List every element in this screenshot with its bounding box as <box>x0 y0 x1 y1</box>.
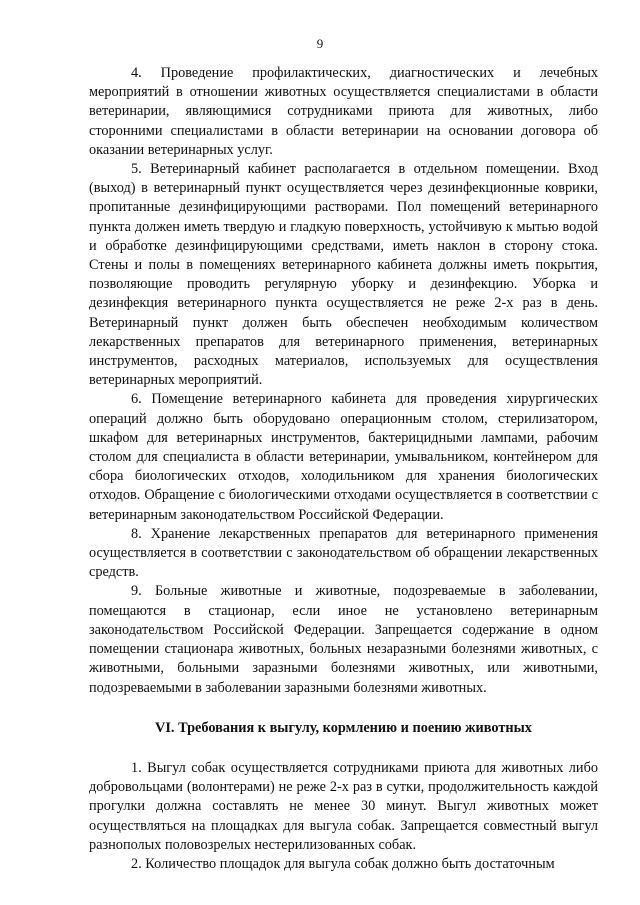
paragraph-6: 6. Помещение ветеринарного кабинета для проведения хирургических операций должно быть оборудовано операционным столом, стерилизатором, шкафом для ветеринарных инструментов, бактерицидными лампами, рабочим столом для специалиста в области ветеринарии, умывальником, контейнером для сбора биологических отходов, холодильником для хранения биологических отходов. Обращение с биологическими отходами осуществляется в соответствии с ветеринарным законодательством Российской Федерации. <box>89 391 598 523</box>
paragraph-4: 4. Проведение профилактических, диагностических и лечебных мероприятий в отношении животных осуществляется специалистами в области ветеринарии, являющимися сотрудниками приюта для животных, либо сторонними специалистами в области ветеринарии на основании договора об оказании ветеринарных услуг. <box>89 65 598 158</box>
section-paragraph-2: 2. Количество площадок для выгула собак должно быть достаточным <box>131 855 555 872</box>
paragraph-9: 9. Больные животные и животные, подозреваемые в заболевании, помещаются в стационар, если иное не установлено ветеринарным законодательством Российской Федерации. Запрещается содержание в одном помещении стационара животных, больных незаразными болезнями животных, с животными, больными заразными болезнями животных, или животными, подозреваемыми в заболевании заразными болезнями животных. <box>89 583 598 696</box>
document-body <box>89 64 598 874</box>
section-paragraph-1: 1. Выгул собак осуществляется сотрудниками приюта для животных либо добровольцами (волонтерами) не реже 2-х раз в сутки, продолжительность каждой прогулки должна составлять не менее 30 минут. Выгул животных может осуществляться на площадках для выгула собак. Запрещается совместный выгул разнополых половозрелых нестерилизованных собак. <box>89 759 598 853</box>
paragraph-8: 8. Хранение лекарственных препаратов для ветеринарного применения осуществляется в соответствии с законодательством об обращении лекарственных средств. <box>89 525 598 581</box>
section-heading: VI. Требования к выгулу, кормлению и поению животных <box>155 719 532 736</box>
page-number: 9 <box>316 36 324 51</box>
paragraph-5: 5. Ветеринарный кабинет располагается в отдельном помещении. Вход (выход) в ветеринарный пункт осуществляется через дезинфекционные коврики, пропитанные дезинфицирующими растворами. Пол помещений ветеринарного пункта должен иметь твердую и гладкую поверхность, устойчивую к мытью водой и обработке дезинфицирующими средствами, иметь наклон в сторону стока. Стены и полы в помещениях ветеринарного кабинета должны иметь покрытия, позволяющие проводить регулярную уборку и дезинфекцию. Уборка и дезинфекция ветеринарного пункта осуществляется не реже 2-х раз в день. Ветеринарный пункт должен быть обеспечен необходимым количеством лекарственных препаратов для ветеринарного применения, ветеринарных инструментов, расходных материалов, используемых для осуществления ветеринарных мероприятий. <box>89 161 598 389</box>
